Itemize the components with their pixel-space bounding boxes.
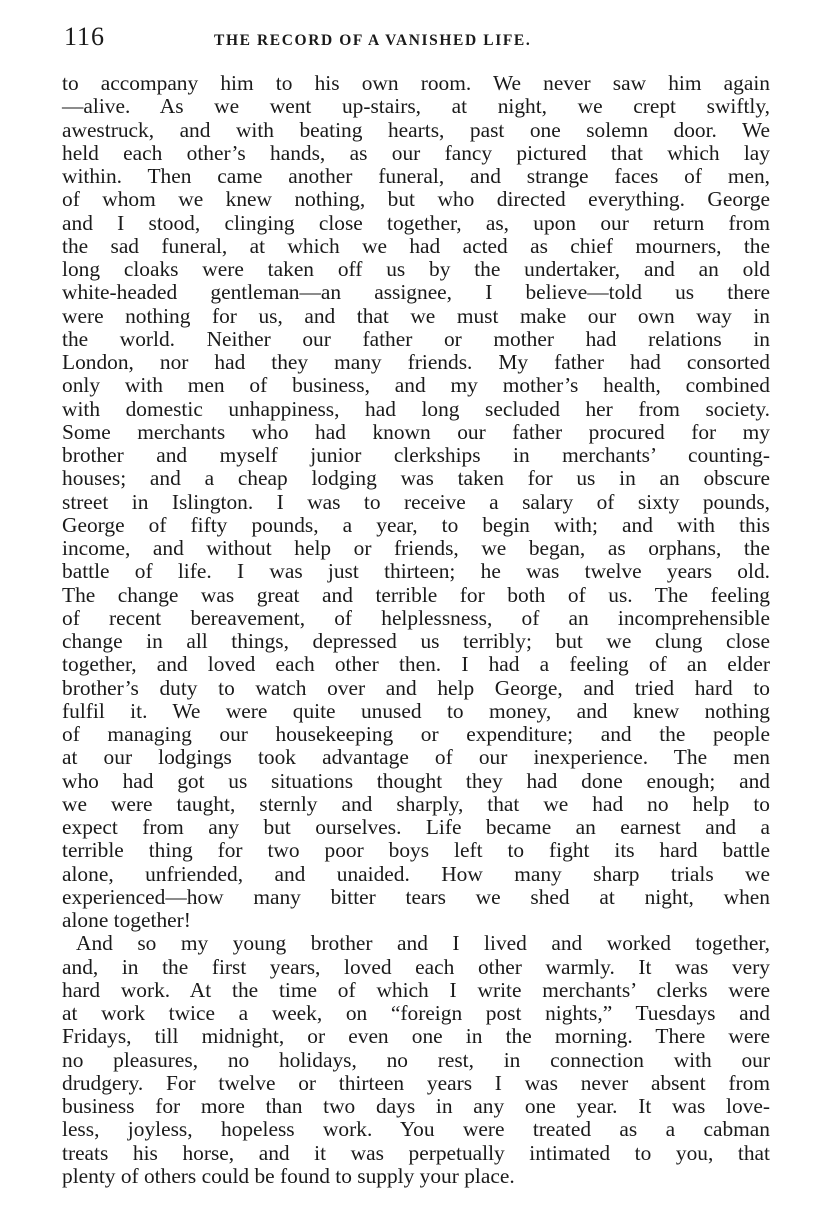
text-line: alone together! [62,908,191,932]
text-line: were nothing for us, and that we must make our own way in [62,303,770,328]
text-line: with domestic unhappiness, had long secluded her from society. [62,396,770,421]
text-line: long cloaks were taken off us by the undertaker, and an old [62,257,770,281]
text-line: Fridays, till midnight, or even one in the morning. There were [62,1024,770,1049]
text-line: only with men of business, and my mother’s health, combined [62,373,770,398]
text-line: awestruck, and with beating hearts, past one solemn door. We [62,117,770,142]
text-line: and I stood, clinging close together, as, upon our return from [62,210,770,235]
text-line: George of fifty pounds, a year, to begin with; and with this [62,512,770,537]
text-line: treats his horse, and it was perpetually intimated to you, that [62,1140,770,1165]
text-line: change in all things, depressed us terribly; but we clung close [62,629,770,653]
text-line: street in Islington. I was to receive a salary of sixty pounds, [62,489,770,514]
text-line: together, and loved each other then. I had a feeling of an elder [62,652,770,677]
body-text [62,72,770,1188]
text-line: —alive. As we went up-stairs, at night, we crept swiftly, [62,94,770,119]
text-line: we were taught, sternly and sharply, that we had no help to [62,791,770,816]
text-line: income, and without help or friends, we began, as orphans, the [62,536,770,560]
text-line: brother’s duty to watch over and help George, and tried hard to [62,675,770,700]
text-line: And so my young brother and I lived and worked together, [76,931,770,956]
text-line: of whom we knew nothing, but who directed everything. George [62,187,770,212]
text-line: less, joyless, hopeless work. You were treated as a cabman [62,1117,770,1142]
text-line: brother and myself junior clerkships in merchants’ counting- [62,443,770,467]
text-line: of recent bereavement, of helplessness, of an incomprehensible [62,605,770,630]
text-line: at work twice a week, on “foreign post nights,” Tuesdays and [62,1001,770,1025]
running-head: THE RECORD OF A VANISHED LIFE. [214,32,532,49]
text-line: London, nor had they many friends. My father had consorted [62,350,770,374]
text-line: The change was great and terrible for both of us. The feeling [62,582,770,607]
text-line: who had got us situations thought they had done enough; and [62,768,770,793]
text-line: held each other’s hands, as our fancy pictured that which lay [62,140,770,165]
page-header [64,22,778,62]
text-line: within. Then came another funeral, and strange faces of men, [62,164,770,188]
page-number: 116 [64,22,106,51]
text-line: business for more than two days in any one year. It was love- [62,1094,770,1118]
text-line: no pleasures, no holidays, no rest, in connection with our [62,1047,770,1072]
text-line: and, in the first years, loved each other warmly. It was very [62,954,770,979]
text-line: fulfil it. We were quite unused to money, and knew nothing [62,698,770,723]
text-line: hard work. At the time of which I write merchants’ clerks were [62,977,770,1002]
text-line: to accompany him to his own room. We never saw him again [62,71,770,95]
text-line: the sad funeral, at which we had acted as chief mourners, the [62,233,770,258]
text-line: expect from any but ourselves. Life became an earnest and a [62,815,770,839]
text-line: Some merchants who had known our father procured for my [62,419,770,444]
text-line: battle of life. I was just thirteen; he was twelve years old. [62,559,770,584]
text-line: white-headed gentleman—an assignee, I believe—told us there [62,280,770,305]
text-line: houses; and a cheap lodging was taken for us in an obscure [62,466,770,491]
text-line: alone, unfriended, and unaided. How many sharp trials we [62,861,770,886]
text-line: drudgery. For twelve or thirteen years I was never absent from [62,1070,770,1095]
text-line: experienced—how many bitter tears we shed at night, when [62,884,770,909]
text-line: terrible thing for two poor boys left to fight its hard battle [62,838,770,863]
text-line: the world. Neither our father or mother had relations in [62,326,770,351]
text-line: at our lodgings took advantage of our inexperience. The men [62,745,770,770]
text-line: of managing our housekeeping or expenditure; and the people [62,722,770,746]
text-line: plenty of others could be found to supply your place. [62,1163,515,1188]
